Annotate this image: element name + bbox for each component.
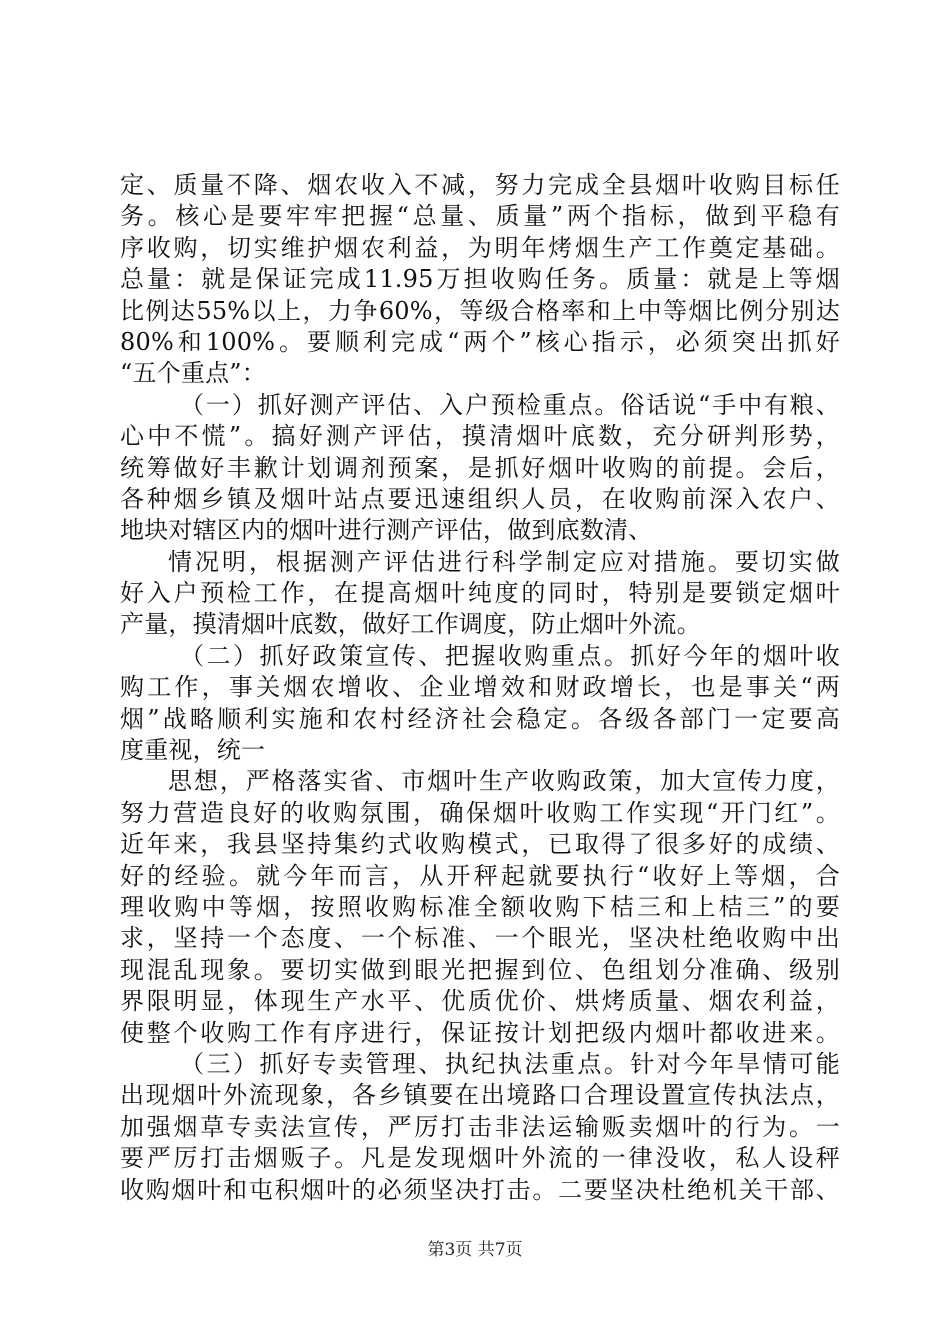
page-number-footer: 第3页 共7页 bbox=[427, 1240, 523, 1260]
text-line: 思想，严格落实省、市烟叶生产收购政策，加大宣传力度， bbox=[168, 767, 840, 796]
text-line: 现混乱现象。要切实做到眼光把握到位、色组划分准确、级别 bbox=[120, 955, 840, 984]
text-line: 比例达55%以上，力争60%，等级合格率和上中等烟比例分别达 bbox=[120, 296, 840, 325]
text-line: 情况明，根据测产评估进行科学制定应对措施。要切实做 bbox=[168, 547, 840, 576]
text-line: 努力营造良好的收购氛围，确保烟叶收购工作实现“开门红”。 bbox=[120, 798, 840, 827]
text-line: 统筹做好丰歉计划调剂预案，是抓好烟叶收购的前提。会后， bbox=[120, 453, 840, 482]
text-line: 要严厉打击烟贩子。凡是发现烟叶外流的一律没收，私人设秤 bbox=[120, 1144, 840, 1173]
text-line: 心中不慌”。搞好测产评估，摸清烟叶底数，充分研判形势， bbox=[120, 422, 840, 451]
document-body bbox=[120, 170, 840, 1206]
text-line: 各种烟乡镇及烟叶站点要迅速组织人员，在收购前深入农户、 bbox=[120, 484, 840, 513]
text-line: 地块对辖区内的烟叶进行测产评估，做到底数清、 bbox=[120, 516, 653, 545]
text-line: 好入户预检工作，在提高烟叶纯度的同时，特别是要锁定烟叶 bbox=[120, 579, 840, 608]
text-line: 收购烟叶和屯积烟叶的必须坚决打击。二要坚决杜绝机关干部、 bbox=[120, 1175, 840, 1204]
text-line: 使整个收购工作有序进行，保证按计划把级内烟叶都收进来。 bbox=[120, 1018, 840, 1047]
text-line: 总量：就是保证完成11.95万担收购任务。质量：就是上等烟 bbox=[120, 265, 840, 294]
text-line: 务。核心是要牢牢把握“总量、质量”两个指标，做到平稳有 bbox=[120, 202, 840, 231]
text-line: （一）抓好测产评估、入户预检重点。俗话说“手中有粮、 bbox=[180, 390, 840, 419]
text-line: 界限明显，体现生产水平、优质优价、烘烤质量、烟农利益， bbox=[120, 987, 840, 1016]
text-line: 好的经验。就今年而言，从开秤起就要执行“收好上等烟，合 bbox=[120, 861, 840, 890]
text-line: 定、质量不降、烟农收入不减，努力完成全县烟叶收购目标任 bbox=[120, 171, 840, 199]
text-line: “五个重点”： bbox=[120, 359, 266, 388]
text-line: 产量，摸清烟叶底数，做好工作调度，防止烟叶外流。 bbox=[120, 610, 701, 639]
text-line: 出现烟叶外流现象，各乡镇要在出境路口合理设置宣传执法点， bbox=[120, 1081, 840, 1110]
text-line: （三）抓好专卖管理、执纪执法重点。针对今年旱情可能 bbox=[180, 1049, 840, 1078]
text-line: 近年来，我县坚持集约式收购模式，已取得了很多好的成绩、 bbox=[120, 830, 840, 859]
text-line: 度重视，统一 bbox=[120, 736, 266, 765]
text-line: 求，坚持一个态度、一个标准、一个眼光，坚决杜绝收购中出 bbox=[120, 924, 840, 953]
text-line: 理收购中等烟，按照收购标准全额收购下桔三和上桔三”的要 bbox=[120, 892, 840, 921]
text-line: （二）抓好政策宣传、把握收购重点。抓好今年的烟叶收 bbox=[180, 641, 840, 670]
text-line: 加强烟草专卖法宣传，严厉打击非法运输贩卖烟叶的行为。一 bbox=[120, 1112, 840, 1141]
text-line: 购工作，事关烟农增收、企业增效和财政增长，也是事关“两 bbox=[120, 673, 840, 702]
text-line: 烟”战略顺利实施和农村经济社会稳定。各级各部门一定要高 bbox=[120, 704, 840, 733]
text-line: 80%和100%。要顺利完成“两个”核心指示，必须突出抓好 bbox=[120, 327, 840, 356]
text-line: 序收购，切实维护烟农利益，为明年烤烟生产工作奠定基础。 bbox=[120, 233, 840, 262]
